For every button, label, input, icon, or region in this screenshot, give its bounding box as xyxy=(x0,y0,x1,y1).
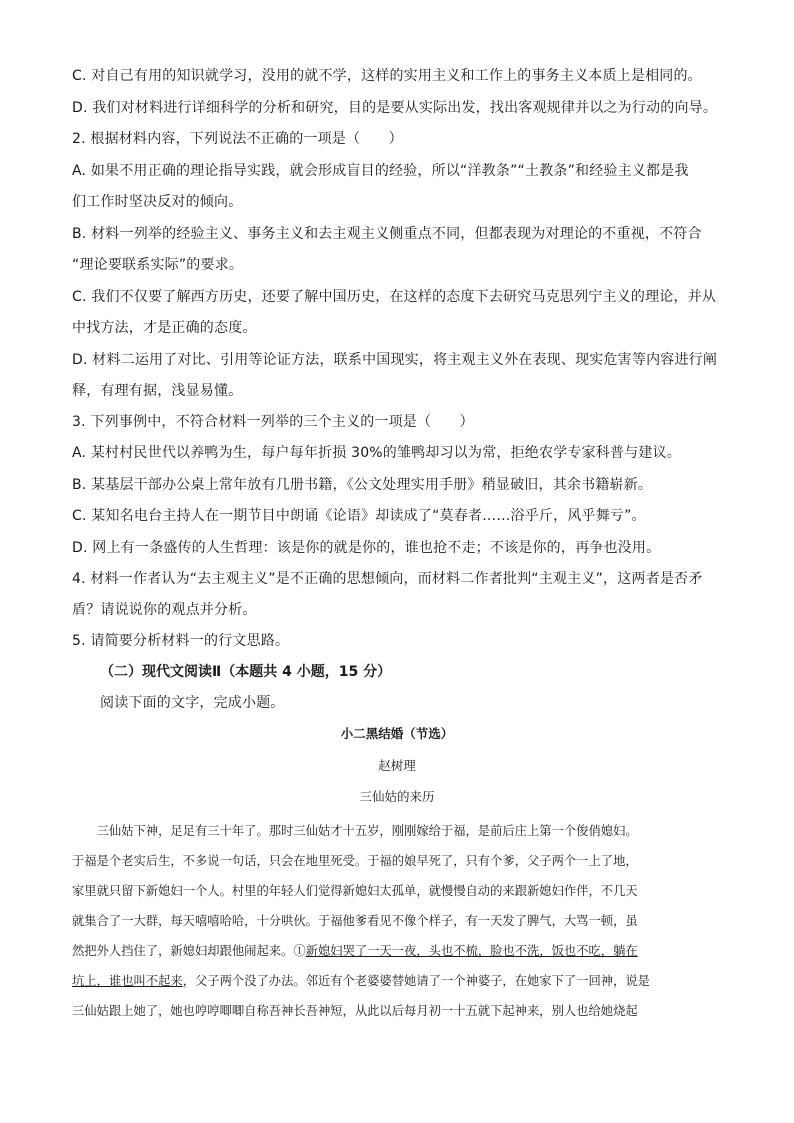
instruction: 阅读下面的文字，完成小题。 xyxy=(100,695,285,711)
question-2: 2. 根据材料内容，下列说法不正确的一项是（ ） xyxy=(72,131,403,147)
story-line-4: 就集合了一大群，每天嘻嘻哈哈，十分哄伙。于福他爹看见不像个样子，有一天发了脾气，大骂一顿，虽 xyxy=(72,914,638,928)
question-5: 5. 请简要分析材料一的行文思路。 xyxy=(72,633,290,649)
option-c-q2-line2: 中找方法，才是正确的态度。 xyxy=(72,320,257,336)
option-b-q3: B. 某基层干部办公桌上常年放有几册书籍，《公文处理实用手册》稍显破旧，其余书籍崭新。 xyxy=(72,477,653,493)
chapter-title: 三仙姑的来历 xyxy=(359,789,435,804)
underlined-passage-part2: 坑上，谁也叫不起来 xyxy=(72,974,183,988)
option-c-q3: C. 某知名电台主持人在一期节目中朗诵《论语》却读成了“莫春者……浴乎斤，风乎舞亏”。 xyxy=(72,508,646,524)
question-4-line1: 4. 材料一作者认为“去主观主义”是不正确的思想倾向，而材料二作者批判“主观主义”，这两者是否矛 xyxy=(72,571,703,587)
story-line-1: 三仙姑下神，足足有三十年了。那时三仙姑才十五岁，刚刚嫁给于福，是前后庄上第一个俊俏媳妇。 xyxy=(72,824,638,838)
story-line-5-start: 然把外人挡住了，新媳妇却跟他闹起来。 xyxy=(72,944,294,958)
option-d-q2-line2: 释，有理有据，浅显易懂。 xyxy=(72,383,243,399)
circled-number-1: ① xyxy=(293,944,306,958)
story-line-7: 三仙姑跟上她了，她也哼哼唧唧自称吾神长吾神短，从此以后每月初一十五就下起神来，别人也给她烧起 xyxy=(72,1004,638,1018)
option-d-q3: D. 网上有一条盛传的人生哲理：该是你的就是你的，谁也抢不走；不该是你的，再争也没用。 xyxy=(72,540,661,556)
option-a-q2-line2: 们工作时坚决反对的倾向。 xyxy=(72,194,243,210)
option-c-q1: C. 对自己有用的知识就学习，没用的就不学，这样的实用主义和工作上的事务主义本质上是相同的。 xyxy=(72,68,702,84)
option-d-q2-line1: D. 材料二运用了对比、引用等论证方法，联系中国现实，将主观主义外在表现、现实危害等内容进行阐 xyxy=(72,352,718,368)
question-3: 3. 下列事例中，不符合材料一列举的三个主义的一项是（ ） xyxy=(72,414,474,430)
option-c-q2-line1: C. 我们不仅要了解西方历史，还要了解中国历史，在这样的态度下去研究马克思列宁主义的理论，并从 xyxy=(72,289,717,305)
story-title: 小二黑结婚（节选） xyxy=(340,726,454,741)
option-d-q1: D. 我们对材料进行详细科学的分析和研究，目的是要从实际出发，找出客观规律并以之为行动的向导。 xyxy=(72,100,718,116)
story-line-6 xyxy=(72,971,724,991)
underlined-passage-part1: 新媳妇哭了一天一夜，头也不梳，脸也不洗，饭也不吃，躺在 xyxy=(305,944,638,958)
story-author: 赵树理 xyxy=(378,758,416,773)
story-line-3: 家里就只留下新媳妇一个人。村里的年轻人们觉得新媳妇太孤单，就慢慢自动的来跟新媳妇作伴，不几天 xyxy=(72,884,638,898)
story-line-2: 于福是个老实后生，不多说一句话，只会在地里死受。于福的娘早死了，只有个爹，父子两个一上了地， xyxy=(72,854,638,868)
story-line-5 xyxy=(72,941,724,961)
option-b-q2-line1: B. 材料一列举的经验主义、事务主义和去主观主义侧重点不同，但都表现为对理论的不重视，不符合 xyxy=(72,226,702,242)
option-a-q2-line1: A. 如果不用正确的理论指导实践，就会形成盲目的经验，所以“洋教条”“土教条”和经验主义都是我 xyxy=(72,163,689,179)
option-a-q3: A. 某村村民世代以养鸭为生，每户每年折损 30%的雏鸭却习以为常，拒绝农学专家科普与建议。 xyxy=(72,445,681,461)
section-heading: （二）现代文阅读Ⅱ（本题共 4 小题，15 分） xyxy=(100,664,392,680)
option-b-q2-line2: “理论要联系实际”的要求。 xyxy=(72,257,244,273)
story-line-6-rest: ，父子两个没了办法。邻近有个老婆婆替她请了一个神婆子，在她家下了一回神，说是 xyxy=(182,974,650,988)
question-4-line2: 盾？请说说你的观点并分析。 xyxy=(72,602,257,618)
